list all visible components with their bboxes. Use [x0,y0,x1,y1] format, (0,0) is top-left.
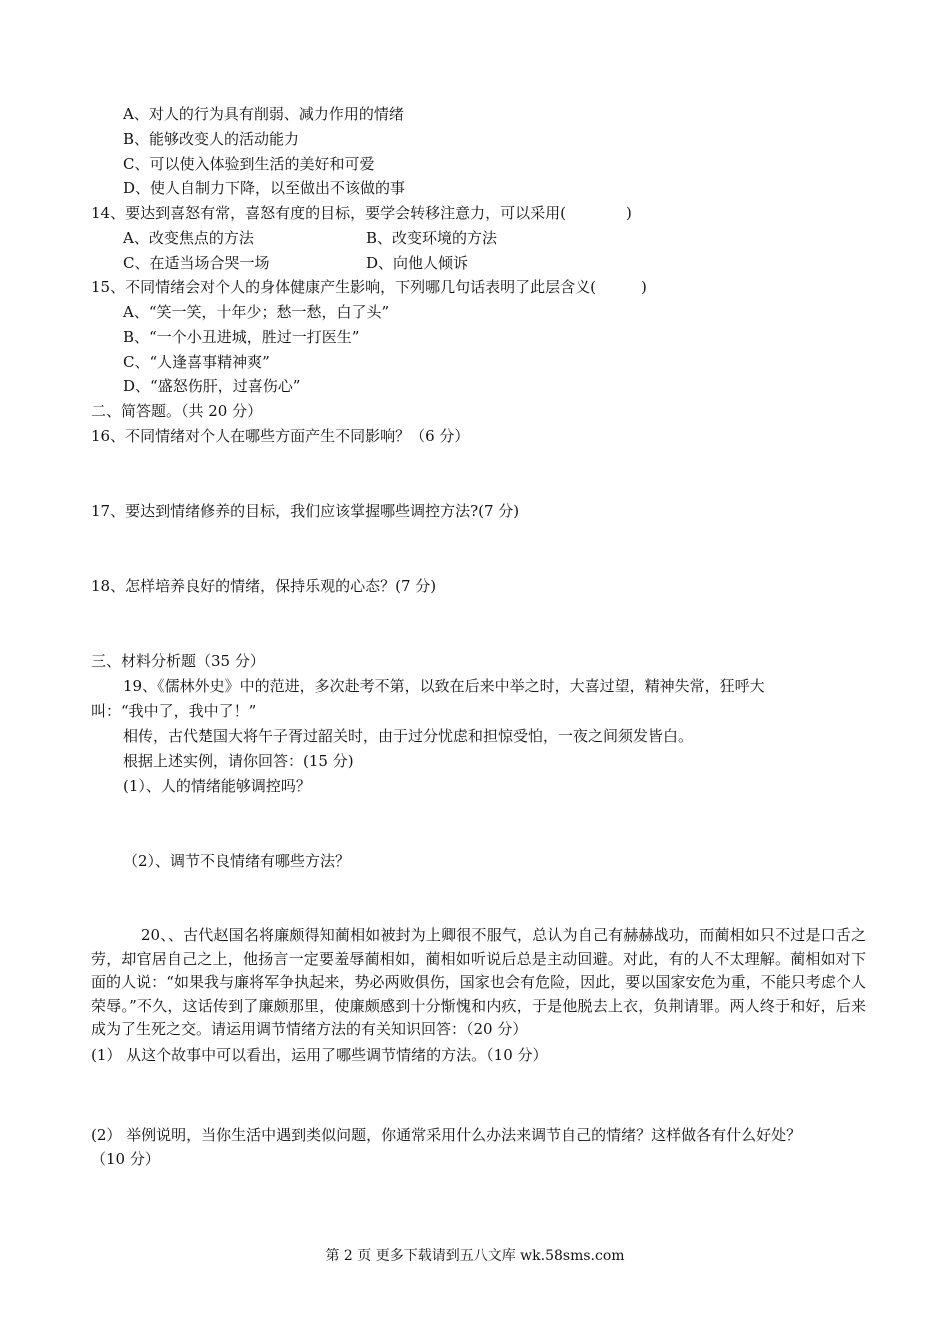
q20-sub-question-1: (1） 从这个故事中可以看出，运用了哪些调节情绪的方法。（10 分） [91,1046,548,1064]
q19-line-4: 根据上述实例，请你回答：(15 分) [123,752,354,770]
q13-option-d: D、使人自制力下降，以至做出不该做的事 [123,179,406,197]
q18-question: 18、怎样培养良好的情绪，保持乐观的心态？(7 分) [91,577,437,595]
q20-sub-question-2-score: （10 分） [91,1150,160,1168]
q14-option-b: B、改变环境的方法 [366,229,498,247]
q14-stem: 14、要达到喜怒有常，喜怒有度的目标，要学会转移注意力，可以采用( ) [91,204,632,222]
q20-paragraph: 20、、古代赵国名将廉颇得知蔺相如被封为上卿很不服气，总认为自己有赫赫战功，而蔺相如只不过是口舌之劳，却官居自己之上，他扬言一定要羞辱蔺相如，蔺相如听说后总是主动回避。对此，有的人不太理解。蔺相如对下面的人说：“如果我与廉将军争执起来，势必两败俱伤，国家也会有危险，因此，要以国家安危为重，不能只考虑个人荣辱。”不久，这话传到了廉颇那里，使廉颇感到十分惭愧和内疚，于是他脱去上衣，负荆请罪。两人终于和好，后来成为了生死之交。请运用调节情绪方法的有关知识回答：（20 分） [91,926,866,1038]
q13-option-c: C、可以使入体验到生活的美好和可爱 [123,155,375,173]
section2-heading: 二、简答题。（共 20 分） [91,402,263,420]
q14-option-a: A、改变焦点的方法 [123,229,254,247]
q19-sub-question-1: (1）、人的情绪能够调控吗？ [123,777,311,795]
q14-option-c: C、在适当场合哭一场 [123,254,270,272]
q13-option-a: A、对人的行为具有削弱、减力作用的情绪 [123,105,404,123]
q15-option-d: D、“盛怒伤肝，过喜伤心” [123,377,301,395]
q19-line-2: 叫：“我中了，我中了！” [91,702,257,720]
section3-heading: 三、材料分析题（35 分） [91,652,265,670]
q15-option-b: B、“一个小丑进城，胜过一打医生” [123,328,360,346]
q19-sub-question-2: （2）、调节不良情绪有哪些方法？ [123,852,351,870]
q15-option-c: C、“人逢喜事精神爽” [123,353,270,371]
q16-question: 16、不同情绪对个人在哪些方面产生不同影响？（6 分） [91,427,470,445]
q15-option-a: A、“笑一笑，十年少；愁一愁，白了头” [123,303,390,321]
q13-option-b: B、能够改变人的活动能力 [123,130,300,148]
q14-option-d: D、向他人倾诉 [366,254,469,272]
q19-line-1: 19、《儒林外史》中的范进，多次赴考不第，以致在后来中举之时，大喜过望，精神失常，狂呼大 [123,677,765,695]
q15-stem: 15、不同情绪会对个人的身体健康产生影响，下列哪几句话表明了此层含义( ) [91,278,647,296]
page-footer: 第 2 页 更多下载请到五八文库 wk.58sms.com [325,1248,625,1264]
q20-sub-question-2: (2） 举例说明，当你生活中遇到类似问题，你通常采用什么办法来调节自己的情绪？这样做各有什么好处？ [91,1126,802,1144]
q17-question: 17、要达到情绪修养的目标，我们应该掌握哪些调控方法?(7 分) [91,502,520,520]
q19-line-3: 相传，古代楚国大将午子胥过韶关时，由于过分忧虑和担惊受怕，一夜之间须发皆白。 [123,727,694,745]
